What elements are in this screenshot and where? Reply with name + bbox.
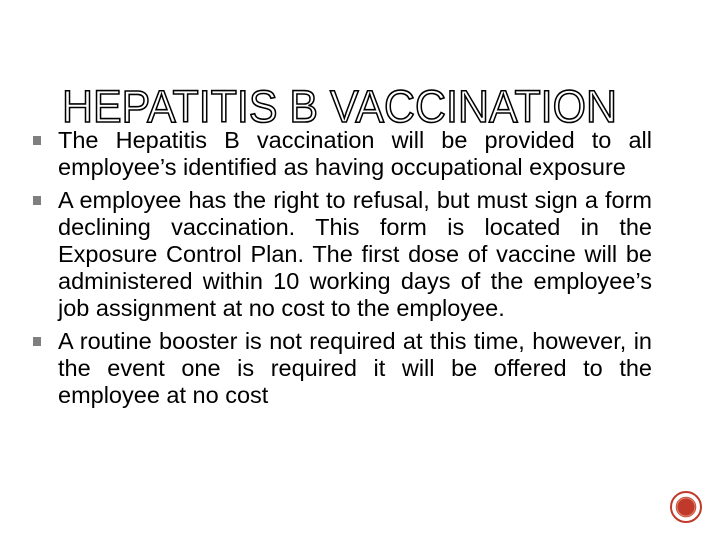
nav-button-graphic	[670, 491, 702, 523]
square-bullet-icon	[33, 196, 41, 205]
bullet-text: The Hepatitis B vaccination will be provided to all employee’s identified as having occupational exposure	[58, 127, 652, 180]
title-outline	[62, 80, 682, 130]
square-bullet-icon	[33, 136, 41, 145]
bullet-list	[30, 127, 652, 415]
bullet-item	[30, 187, 652, 322]
bullet-item	[30, 328, 652, 409]
square-bullet-icon	[33, 337, 41, 346]
circle-nav-icon[interactable]	[670, 491, 702, 523]
bullet-item	[30, 127, 652, 181]
bullet-text: A routine booster is not required at this time, however, in the event one is required it will be offered to the employee at no cost	[58, 328, 652, 408]
bullet-text: A employee has the right to refusal, but must sign a form declining vaccination. This form is located in the Exposure Control Plan. The first dose of vaccine will be administered within 10 working days of the employee’s job assignment at no cost to the employee.	[58, 187, 652, 321]
slide-title	[62, 80, 682, 130]
title-text: HEPATITIS B VACCINATION	[62, 81, 617, 130]
